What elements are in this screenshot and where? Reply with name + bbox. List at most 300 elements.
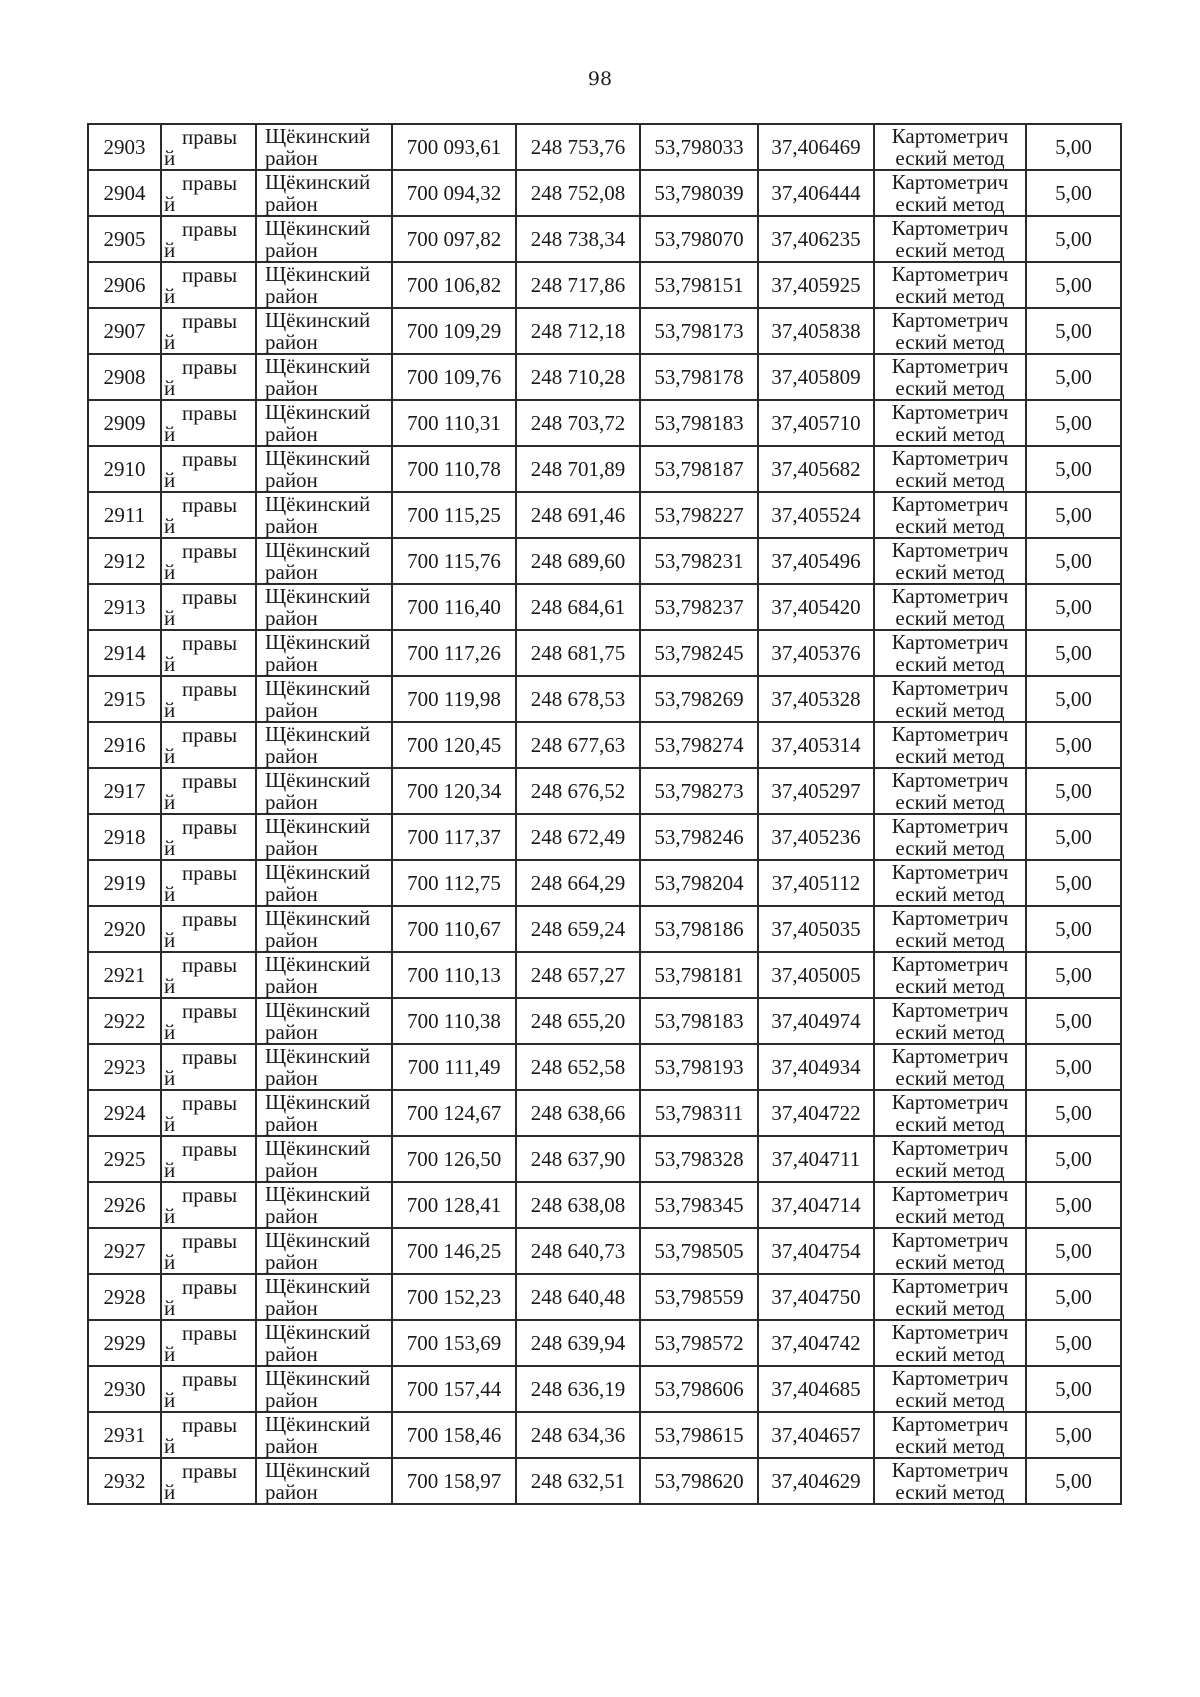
- latitude: 53,798273: [640, 768, 758, 814]
- latitude: 53,798615: [640, 1412, 758, 1458]
- longitude: 37,405838: [758, 308, 874, 354]
- method-cell: [874, 768, 1026, 814]
- table-row: [88, 262, 1121, 308]
- coord-x: 700 128,41: [392, 1182, 516, 1228]
- method-line-2: еский метод: [895, 974, 1005, 998]
- district-cell: [256, 446, 392, 492]
- side-cell: [161, 952, 256, 998]
- method-line-2: еский метод: [895, 1250, 1005, 1274]
- point-number: 2909: [88, 400, 161, 446]
- side-label-top: правы: [182, 493, 238, 517]
- latitude: 53,798328: [640, 1136, 758, 1182]
- latitude: 53,798204: [640, 860, 758, 906]
- accuracy: 5,00: [1026, 538, 1121, 584]
- point-number: 2911: [88, 492, 161, 538]
- point-number: 2907: [88, 308, 161, 354]
- side-label-top: правы: [182, 309, 238, 333]
- point-number: 2914: [88, 630, 161, 676]
- accuracy: 5,00: [1026, 492, 1121, 538]
- coord-x: 700 110,78: [392, 446, 516, 492]
- side-label-top: правы: [182, 677, 238, 701]
- accuracy: 5,00: [1026, 1044, 1121, 1090]
- longitude: 37,406235: [758, 216, 874, 262]
- coord-x: 700 124,67: [392, 1090, 516, 1136]
- side-label-bottom: й: [164, 606, 176, 630]
- method-cell: [874, 124, 1026, 170]
- coord-y: 248 710,28: [516, 354, 640, 400]
- side-label-bottom: й: [164, 1342, 176, 1366]
- district-line-2: район: [265, 882, 318, 906]
- accuracy: 5,00: [1026, 354, 1121, 400]
- side-cell: [161, 538, 256, 584]
- district-line-1: Щёкинский: [265, 1136, 371, 1160]
- method-line-2: еский метод: [895, 560, 1005, 584]
- coord-y: 248 703,72: [516, 400, 640, 446]
- side-cell: [161, 584, 256, 630]
- side-label-top: правы: [182, 447, 238, 471]
- coord-y: 248 634,36: [516, 1412, 640, 1458]
- district-line-1: Щёкинский: [265, 170, 371, 194]
- method-line-1: Картометрич: [891, 170, 1009, 194]
- method-line-2: еский метод: [895, 468, 1005, 492]
- district-line-1: Щёкинский: [265, 446, 371, 470]
- latitude: 53,798231: [640, 538, 758, 584]
- point-number: 2910: [88, 446, 161, 492]
- point-number: 2915: [88, 676, 161, 722]
- method-line-1: Картометрич: [891, 1228, 1009, 1252]
- side-label-bottom: й: [164, 284, 176, 308]
- accuracy: 5,00: [1026, 400, 1121, 446]
- method-line-1: Картометрич: [891, 630, 1009, 654]
- method-line-2: еский метод: [895, 1388, 1005, 1412]
- longitude: 37,404742: [758, 1320, 874, 1366]
- side-cell: [161, 906, 256, 952]
- latitude: 53,798505: [640, 1228, 758, 1274]
- district-line-2: район: [265, 1296, 318, 1320]
- accuracy: 5,00: [1026, 630, 1121, 676]
- latitude: 53,798606: [640, 1366, 758, 1412]
- side-label-top: правы: [182, 631, 238, 655]
- coord-x: 700 158,97: [392, 1458, 516, 1504]
- longitude: 37,406469: [758, 124, 874, 170]
- point-number: 2926: [88, 1182, 161, 1228]
- side-cell: [161, 446, 256, 492]
- side-label-top: правы: [182, 1229, 238, 1253]
- side-label-top: правы: [182, 907, 238, 931]
- side-label-top: правы: [182, 953, 238, 977]
- table-row: [88, 216, 1121, 262]
- coord-x: 700 110,31: [392, 400, 516, 446]
- district-line-2: район: [265, 790, 318, 814]
- side-cell: [161, 1412, 256, 1458]
- side-label-top: правы: [182, 861, 238, 885]
- table-row: [88, 308, 1121, 354]
- method-line-2: еский метод: [895, 514, 1005, 538]
- district-line-1: Щёкинский: [265, 1182, 371, 1206]
- method-cell: [874, 538, 1026, 584]
- side-cell: [161, 1090, 256, 1136]
- district-line-2: район: [265, 1434, 318, 1458]
- district-line-2: район: [265, 1480, 318, 1504]
- district-line-2: район: [265, 1250, 318, 1274]
- method-line-1: Картометрич: [891, 814, 1009, 838]
- table-row: [88, 1136, 1121, 1182]
- side-label-top: правы: [182, 171, 238, 195]
- coord-x: 700 097,82: [392, 216, 516, 262]
- table-row: [88, 1366, 1121, 1412]
- table-row: [88, 1412, 1121, 1458]
- district-cell: [256, 1366, 392, 1412]
- method-line-2: еский метод: [895, 1112, 1005, 1136]
- longitude: 37,405236: [758, 814, 874, 860]
- district-line-2: район: [265, 1020, 318, 1044]
- coord-y: 248 691,46: [516, 492, 640, 538]
- district-cell: [256, 860, 392, 906]
- side-label-bottom: й: [164, 1158, 176, 1182]
- method-line-2: еский метод: [895, 422, 1005, 446]
- method-line-1: Картометрич: [891, 492, 1009, 516]
- accuracy: 5,00: [1026, 998, 1121, 1044]
- method-cell: [874, 216, 1026, 262]
- district-line-2: район: [265, 284, 318, 308]
- point-number: 2916: [88, 722, 161, 768]
- method-cell: [874, 1228, 1026, 1274]
- point-number: 2913: [88, 584, 161, 630]
- latitude: 53,798039: [640, 170, 758, 216]
- district-line-1: Щёкинский: [265, 538, 371, 562]
- longitude: 37,405420: [758, 584, 874, 630]
- coord-x: 700 111,49: [392, 1044, 516, 1090]
- longitude: 37,404714: [758, 1182, 874, 1228]
- coord-y: 248 672,49: [516, 814, 640, 860]
- accuracy: 5,00: [1026, 170, 1121, 216]
- latitude: 53,798173: [640, 308, 758, 354]
- latitude: 53,798186: [640, 906, 758, 952]
- method-cell: [874, 492, 1026, 538]
- longitude: 37,405524: [758, 492, 874, 538]
- district-line-2: район: [265, 1342, 318, 1366]
- latitude: 53,798269: [640, 676, 758, 722]
- longitude: 37,404754: [758, 1228, 874, 1274]
- district-line-1: Щёкинский: [265, 354, 371, 378]
- coord-x: 700 115,25: [392, 492, 516, 538]
- method-cell: [874, 814, 1026, 860]
- method-cell: [874, 1044, 1026, 1090]
- district-line-2: район: [265, 330, 318, 354]
- side-cell: [161, 216, 256, 262]
- method-line-2: еский метод: [895, 1066, 1005, 1090]
- point-number: 2927: [88, 1228, 161, 1274]
- side-cell: [161, 1136, 256, 1182]
- table-row: [88, 1320, 1121, 1366]
- accuracy: 5,00: [1026, 1412, 1121, 1458]
- method-cell: [874, 1412, 1026, 1458]
- coord-x: 700 152,23: [392, 1274, 516, 1320]
- method-line-2: еский метод: [895, 652, 1005, 676]
- side-label-bottom: й: [164, 698, 176, 722]
- district-line-2: район: [265, 974, 318, 998]
- side-cell: [161, 768, 256, 814]
- side-label-top: правы: [182, 1413, 238, 1437]
- method-line-2: еский метод: [895, 1296, 1005, 1320]
- district-line-2: район: [265, 928, 318, 952]
- district-line-1: Щёкинский: [265, 1044, 371, 1068]
- accuracy: 5,00: [1026, 814, 1121, 860]
- longitude: 37,405297: [758, 768, 874, 814]
- coord-x: 700 119,98: [392, 676, 516, 722]
- district-cell: [256, 1136, 392, 1182]
- district-cell: [256, 722, 392, 768]
- side-label-bottom: й: [164, 928, 176, 952]
- longitude: 37,404934: [758, 1044, 874, 1090]
- latitude: 53,798245: [640, 630, 758, 676]
- coord-x: 700 117,37: [392, 814, 516, 860]
- district-line-1: Щёкинский: [265, 814, 371, 838]
- coord-y: 248 639,94: [516, 1320, 640, 1366]
- district-line-1: Щёкинский: [265, 722, 371, 746]
- latitude: 53,798181: [640, 952, 758, 998]
- side-label-bottom: й: [164, 146, 176, 170]
- table-row: [88, 492, 1121, 538]
- longitude: 37,405314: [758, 722, 874, 768]
- longitude: 37,404711: [758, 1136, 874, 1182]
- accuracy: 5,00: [1026, 1136, 1121, 1182]
- longitude: 37,405682: [758, 446, 874, 492]
- coord-x: 700 117,26: [392, 630, 516, 676]
- side-label-top: правы: [182, 999, 238, 1023]
- method-line-1: Картометрич: [891, 1044, 1009, 1068]
- side-label-top: правы: [182, 1367, 238, 1391]
- latitude: 53,798070: [640, 216, 758, 262]
- table-row: [88, 906, 1121, 952]
- side-label-top: правы: [182, 1091, 238, 1115]
- accuracy: 5,00: [1026, 1458, 1121, 1504]
- coord-y: 248 640,73: [516, 1228, 640, 1274]
- side-cell: [161, 262, 256, 308]
- coord-y: 248 632,51: [516, 1458, 640, 1504]
- table-row: [88, 630, 1121, 676]
- accuracy: 5,00: [1026, 308, 1121, 354]
- side-label-top: правы: [182, 1275, 238, 1299]
- longitude: 37,405376: [758, 630, 874, 676]
- method-line-1: Картометрич: [891, 1090, 1009, 1114]
- method-cell: [874, 1320, 1026, 1366]
- coord-y: 248 655,20: [516, 998, 640, 1044]
- table-row: [88, 170, 1121, 216]
- method-cell: [874, 952, 1026, 998]
- method-cell: [874, 1366, 1026, 1412]
- coord-y: 248 676,52: [516, 768, 640, 814]
- coord-y: 248 664,29: [516, 860, 640, 906]
- district-line-2: район: [265, 238, 318, 262]
- district-cell: [256, 1182, 392, 1228]
- latitude: 53,798311: [640, 1090, 758, 1136]
- district-cell: [256, 170, 392, 216]
- side-cell: [161, 814, 256, 860]
- district-cell: [256, 1044, 392, 1090]
- coord-y: 248 636,19: [516, 1366, 640, 1412]
- side-cell: [161, 722, 256, 768]
- district-line-1: Щёкинский: [265, 1458, 371, 1482]
- method-cell: [874, 676, 1026, 722]
- side-label-top: правы: [182, 263, 238, 287]
- side-cell: [161, 170, 256, 216]
- side-label-top: правы: [182, 401, 238, 425]
- table-row: [88, 814, 1121, 860]
- method-cell: [874, 1136, 1026, 1182]
- table-row: [88, 676, 1121, 722]
- point-number: 2925: [88, 1136, 161, 1182]
- side-label-top: правы: [182, 1459, 238, 1483]
- side-label-bottom: й: [164, 1388, 176, 1412]
- longitude: 37,406444: [758, 170, 874, 216]
- coord-y: 248 753,76: [516, 124, 640, 170]
- method-line-2: еский метод: [895, 744, 1005, 768]
- side-label-top: правы: [182, 1321, 238, 1345]
- district-line-1: Щёкинский: [265, 906, 371, 930]
- table-row: [88, 1228, 1121, 1274]
- side-label-bottom: й: [164, 422, 176, 446]
- accuracy: 5,00: [1026, 216, 1121, 262]
- side-label-bottom: й: [164, 376, 176, 400]
- coord-y: 248 752,08: [516, 170, 640, 216]
- side-label-bottom: й: [164, 330, 176, 354]
- coord-x: 700 094,32: [392, 170, 516, 216]
- longitude: 37,405809: [758, 354, 874, 400]
- side-label-bottom: й: [164, 1296, 176, 1320]
- district-line-1: Щёкинский: [265, 584, 371, 608]
- accuracy: 5,00: [1026, 124, 1121, 170]
- method-line-1: Картометрич: [891, 400, 1009, 424]
- side-label-bottom: й: [164, 1112, 176, 1136]
- point-number: 2904: [88, 170, 161, 216]
- district-line-1: Щёкинский: [265, 998, 371, 1022]
- accuracy: 5,00: [1026, 952, 1121, 998]
- method-line-1: Картометрич: [891, 308, 1009, 332]
- method-line-2: еский метод: [895, 698, 1005, 722]
- district-cell: [256, 262, 392, 308]
- district-cell: [256, 216, 392, 262]
- method-line-2: еский метод: [895, 238, 1005, 262]
- coord-y: 248 657,27: [516, 952, 640, 998]
- table-row: [88, 354, 1121, 400]
- coord-y: 248 640,48: [516, 1274, 640, 1320]
- coord-y: 248 678,53: [516, 676, 640, 722]
- district-line-1: Щёкинский: [265, 262, 371, 286]
- point-number: 2919: [88, 860, 161, 906]
- district-cell: [256, 768, 392, 814]
- coord-x: 700 112,75: [392, 860, 516, 906]
- side-label-bottom: й: [164, 1250, 176, 1274]
- district-line-1: Щёкинский: [265, 216, 371, 240]
- coord-x: 700 120,45: [392, 722, 516, 768]
- method-line-1: Картометрич: [891, 1320, 1009, 1344]
- longitude: 37,405112: [758, 860, 874, 906]
- longitude: 37,405496: [758, 538, 874, 584]
- table-row: [88, 1182, 1121, 1228]
- table-row: [88, 124, 1121, 170]
- table-body: [88, 124, 1121, 1504]
- side-cell: [161, 492, 256, 538]
- method-line-1: Картометрич: [891, 124, 1009, 148]
- page-number: 98: [587, 68, 613, 90]
- district-cell: [256, 1090, 392, 1136]
- side-label-bottom: й: [164, 560, 176, 584]
- accuracy: 5,00: [1026, 1228, 1121, 1274]
- side-label-bottom: й: [164, 652, 176, 676]
- side-label-top: правы: [182, 585, 238, 609]
- side-label-bottom: й: [164, 1434, 176, 1458]
- district-cell: [256, 1320, 392, 1366]
- coord-x: 700 109,29: [392, 308, 516, 354]
- side-cell: [161, 1366, 256, 1412]
- coord-y: 248 738,34: [516, 216, 640, 262]
- accuracy: 5,00: [1026, 1090, 1121, 1136]
- method-line-1: Картометрич: [891, 768, 1009, 792]
- side-label-bottom: й: [164, 836, 176, 860]
- side-label-top: правы: [182, 1045, 238, 1069]
- method-line-1: Картометрич: [891, 998, 1009, 1022]
- point-number: 2905: [88, 216, 161, 262]
- table-row: [88, 584, 1121, 630]
- accuracy: 5,00: [1026, 262, 1121, 308]
- point-number: 2931: [88, 1412, 161, 1458]
- coord-x: 700 115,76: [392, 538, 516, 584]
- coord-y: 248 717,86: [516, 262, 640, 308]
- longitude: 37,405328: [758, 676, 874, 722]
- point-number: 2922: [88, 998, 161, 1044]
- point-number: 2929: [88, 1320, 161, 1366]
- district-line-1: Щёкинский: [265, 1412, 371, 1436]
- method-cell: [874, 860, 1026, 906]
- point-number: 2903: [88, 124, 161, 170]
- latitude: 53,798183: [640, 998, 758, 1044]
- method-cell: [874, 1182, 1026, 1228]
- accuracy: 5,00: [1026, 1274, 1121, 1320]
- longitude: 37,405710: [758, 400, 874, 446]
- latitude: 53,798151: [640, 262, 758, 308]
- district-line-1: Щёкинский: [265, 1228, 371, 1252]
- district-cell: [256, 1458, 392, 1504]
- latitude: 53,798559: [640, 1274, 758, 1320]
- point-number: 2921: [88, 952, 161, 998]
- side-label-top: правы: [182, 1137, 238, 1161]
- district-line-1: Щёкинский: [265, 1366, 371, 1390]
- district-line-2: район: [265, 560, 318, 584]
- coord-x: 700 109,76: [392, 354, 516, 400]
- district-line-2: район: [265, 1066, 318, 1090]
- coord-y: 248 677,63: [516, 722, 640, 768]
- longitude: 37,405035: [758, 906, 874, 952]
- side-label-bottom: й: [164, 1066, 176, 1090]
- side-label-bottom: й: [164, 1204, 176, 1228]
- method-line-2: еский метод: [895, 192, 1005, 216]
- coord-x: 700 110,13: [392, 952, 516, 998]
- side-label-top: правы: [182, 355, 238, 379]
- method-line-1: Картометрич: [891, 446, 1009, 470]
- method-line-2: еский метод: [895, 376, 1005, 400]
- accuracy: 5,00: [1026, 722, 1121, 768]
- method-cell: [874, 998, 1026, 1044]
- table-row: [88, 1044, 1121, 1090]
- point-number: 2917: [88, 768, 161, 814]
- district-line-2: район: [265, 468, 318, 492]
- accuracy: 5,00: [1026, 1320, 1121, 1366]
- coord-y: 248 637,90: [516, 1136, 640, 1182]
- longitude: 37,404629: [758, 1458, 874, 1504]
- method-line-1: Картометрич: [891, 676, 1009, 700]
- side-label-bottom: й: [164, 1480, 176, 1504]
